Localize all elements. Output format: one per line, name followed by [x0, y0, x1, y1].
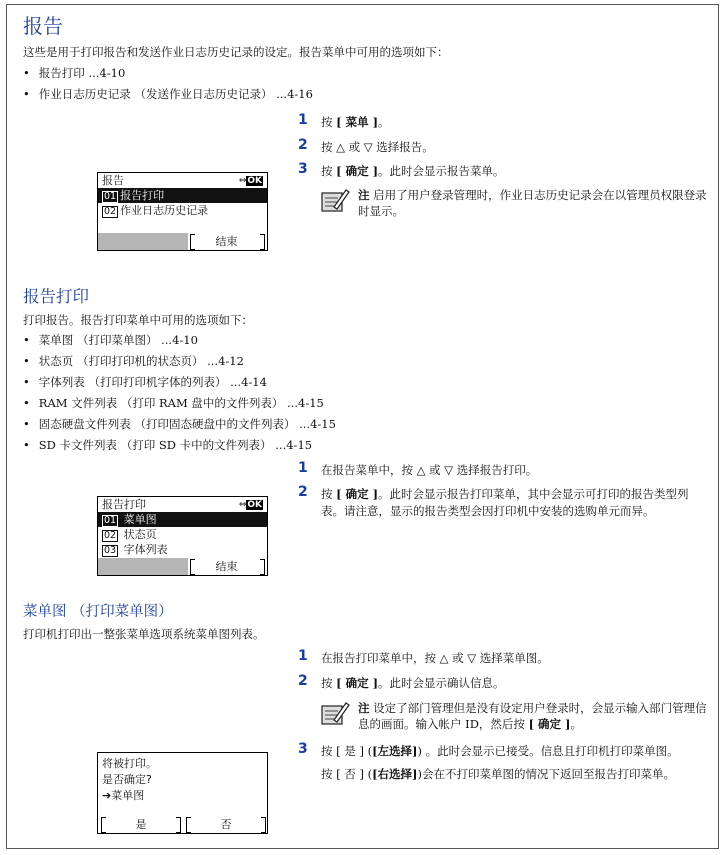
list-item: • 固态硬盘文件列表 （打印固态硬盘中的文件列表） ...4-15 — [23, 414, 336, 435]
lcd-menu-item[interactable]: 01 报告打印 — [98, 188, 267, 203]
note-text: 注 启用了用户登录管理时，作业日志历史记录会在以管理员权限登录时显示。 — [358, 188, 707, 218]
step-number: 1 — [298, 648, 308, 664]
list-item: • 字体列表 （打印打印机字体的列表） ...4-14 — [23, 372, 336, 393]
list-item: • RAM 文件列表 （打印 RAM 盘中的文件列表） ...4-15 — [23, 393, 336, 414]
step-text: 按 [ 确定 ]。此时会显示报告打印菜单，其中会显示可打印的报告类型列表。请注意，显示的报告类型会因打印机中安装的选购单元而异。 — [321, 487, 689, 518]
lcd-line: 是否确定? — [102, 773, 152, 786]
step-text: 按 [ 确定 ]。此时会显示确认信息。 — [321, 676, 505, 690]
section-intro: 打印报告。报告打印菜单中可用的选项如下： — [23, 313, 253, 327]
step-number: 2 — [298, 673, 308, 689]
list-item: • SD 卡文件列表 （打印 SD 卡中的文件列表） ...4-15 — [23, 435, 336, 456]
lcd-softkey-bar — [98, 816, 267, 833]
step-text: 按 [ 否 ] ([右选择])会在不打印菜单图的情况下返回至报告打印菜单。 — [321, 767, 675, 781]
step-number: 1 — [298, 460, 308, 476]
note-text: 注 设定了部门管理但是没有设定用户登录时，会显示输入部门管理信息的画面。输入帐户 ID，然后按 [ 确定 ]。 — [358, 701, 707, 731]
step-text: 按 [ 是 ] ([左选择]) 。此时会显示已接受。信息且打印机打印菜单图。 — [321, 744, 679, 758]
ok-button-icon: ⇔OK — [238, 500, 262, 510]
section-title-report: 报告 — [23, 14, 63, 38]
section-intro: 这些是用于打印报告和发送作业日志历史记录的设定。报告菜单中可用的选项如下： — [23, 45, 449, 59]
step-number: 1 — [298, 112, 308, 128]
bullet-list — [23, 330, 336, 456]
step-number: 3 — [298, 741, 308, 757]
step-text: 按 [ 确定 ]。此时会显示报告菜单。 — [321, 164, 505, 178]
lcd-menu-item[interactable]: 03 字体列表 — [104, 543, 168, 556]
step-number: 2 — [298, 137, 308, 153]
list-item: • 报告打印 ...4-10 — [23, 63, 313, 84]
lcd-screen-report — [97, 172, 268, 251]
note-pencil-icon — [320, 700, 350, 728]
ok-button-icon: ⇔OK — [238, 176, 262, 186]
note-pencil-icon — [320, 187, 350, 215]
lcd-menu-item[interactable]: 02 状态页 — [104, 528, 157, 541]
section-title-menu-map: 菜单图 （打印菜单图） — [23, 604, 173, 620]
end-softkey[interactable]: 结束 — [215, 560, 238, 573]
section-intro: 打印机打印出一整张菜单选项系统菜单图列表。 — [23, 627, 265, 641]
lcd-screen-confirm — [97, 752, 268, 834]
step-text: 在报告菜单中，按 △ 或 ▽ 选择报告打印。 — [321, 463, 538, 477]
lcd-menu-item[interactable]: 01 菜单图 — [98, 512, 267, 527]
lcd-line: 将被打印。 — [102, 757, 157, 770]
step-text: 按 [ 菜单 ]。 — [321, 115, 390, 129]
no-softkey[interactable]: 否 — [220, 818, 232, 831]
end-softkey[interactable]: 结束 — [215, 235, 238, 248]
step-text: 按 △ 或 ▽ 选择报告。 — [321, 140, 434, 154]
lcd-screen-report-print — [97, 496, 268, 576]
list-item: • 作业日志历史记录 （发送作业日志历史记录） ...4-16 — [23, 84, 313, 105]
step-text: 在报告打印菜单中，按 △ 或 ▽ 选择菜单图。 — [321, 651, 549, 665]
step-number: 2 — [298, 484, 308, 500]
step-number: 3 — [298, 161, 308, 177]
lcd-line: ➔菜单图 — [102, 789, 145, 802]
section-title-report-print: 报告打印 — [23, 287, 89, 306]
lcd-softkey-bar — [98, 233, 267, 250]
list-item: • 菜单图 （打印菜单图） ...4-10 — [23, 330, 336, 351]
lcd-title: 报告 ⇔OK — [102, 174, 262, 187]
lcd-title: 报告打印 ⇔OK — [102, 498, 262, 511]
yes-softkey[interactable]: 是 — [135, 818, 147, 831]
bullet-list — [23, 63, 313, 105]
lcd-softkey-bar — [98, 558, 267, 575]
list-item: • 状态页 （打印打印机的状态页） ...4-12 — [23, 351, 336, 372]
lcd-menu-item[interactable]: 02 作业日志历史记录 — [104, 204, 209, 217]
